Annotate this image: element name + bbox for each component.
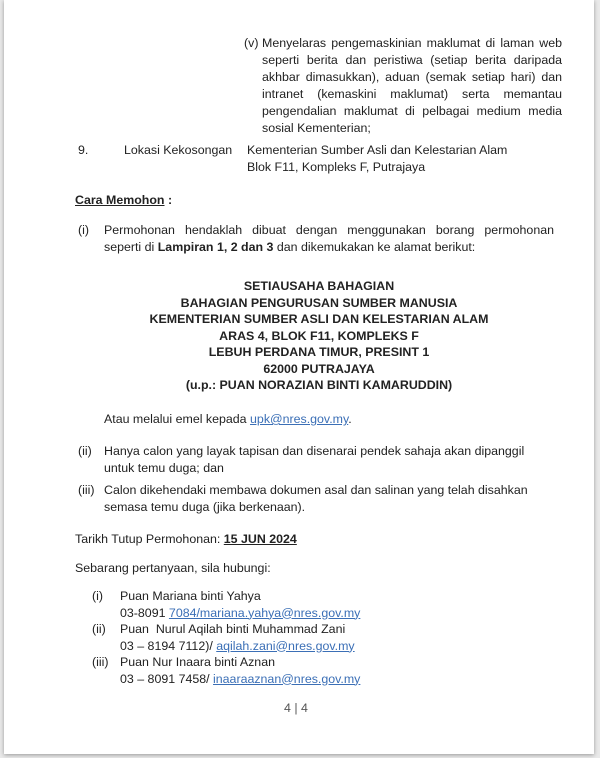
text-line: Hanya calon yang layak tapisan dan disenarai pendek sahaja akan dipanggil [104, 444, 525, 458]
item-ii-marker: (ii) [78, 444, 92, 458]
heading-text: Cara Memohon [75, 193, 165, 207]
address-line: KEMENTERIAN SUMBER ASLI DAN KELESTARIAN ALAM [149, 312, 489, 326]
contact-email-link[interactable]: 7084/mariana.yahya@nres.gov.my [168, 605, 361, 620]
contact-marker: (i) [92, 589, 104, 603]
contact-marker: (iii) [92, 655, 109, 669]
contact-details [120, 671, 360, 688]
text-line: Blok F11, Kompleks F, Putrajaya [247, 160, 426, 174]
document-page [4, 0, 594, 754]
contact-item [92, 654, 360, 687]
text-line: Calon dikehendaki membawa dokumen asal dan salinan yang telah disahkan [104, 483, 528, 497]
text-line: semasa temu duga (jika berkenaan). [104, 500, 306, 514]
location-value [247, 142, 507, 176]
item-ii-text [104, 443, 524, 477]
text-line: Permohonan hendaklah dibuat dengan menggunakan borang permohonan [104, 223, 554, 237]
contact-marker: (ii) [92, 622, 106, 636]
address-line: ARAS 4, BLOK F11, KOMPLEKS F [219, 328, 419, 343]
text-line: seperti berita dan peristiwa (setiap berita daripada [262, 53, 562, 67]
lampiran-ref: Lampiran 1, 2 dan 3 [157, 240, 274, 254]
text-line: pengendalian maklumat di pelbagai medium media [262, 104, 562, 118]
text-line: sosial Kementerian; [262, 121, 371, 135]
contact-item [92, 621, 360, 654]
contact-details [120, 638, 360, 655]
contact-details [120, 605, 360, 622]
closing-label: Tarikh Tutup Permohonan: [75, 532, 224, 546]
contact-email-link[interactable]: inaaraaznan@nres.gov.my [213, 671, 361, 686]
contact-list [92, 588, 360, 687]
email-line [104, 411, 352, 428]
address-line: LEBUH PERDANA TIMUR, PRESINT 1 [208, 345, 430, 359]
address-line: BAHAGIAN PENGURUSAN SUMBER MANUSIA [180, 295, 458, 310]
item-i-text [104, 222, 554, 256]
cara-memohon-heading [75, 192, 172, 209]
contact-phone: 03 – 8194 7112)/ [120, 638, 217, 653]
item-iii-text [104, 482, 528, 516]
item-v-text [262, 35, 562, 137]
contact-intro: Sebarang pertanyaan, sila hubungi: [75, 561, 271, 575]
item-i-marker: (i) [78, 223, 90, 237]
contact-phone: 03-8091 [120, 605, 169, 620]
text: Atau melalui emel kepada [104, 412, 251, 426]
text-line: intranet (kemaskini maklumat) serta memantau [262, 87, 562, 101]
contact-name: Puan Nurul Aqilah binti Muhammad Zani [120, 622, 346, 636]
contact-name: Puan Mariana binti Yahya [120, 589, 261, 603]
text-line: untuk temu duga; dan [104, 461, 224, 475]
text-line: akhbar dimasukkan), aduan (semak setiap hari) dan [262, 70, 562, 84]
section-number: 9. [78, 143, 89, 157]
text-line: Menyelaras pengemaskinian maklumat di laman web [262, 36, 562, 50]
text: . [348, 412, 352, 426]
contact-phone: 03 – 8091 7458/ [120, 671, 214, 686]
heading-colon: : [164, 193, 173, 207]
address-line: 62000 PUTRAJAYA [263, 361, 375, 376]
item-v-marker: (v) [244, 36, 259, 50]
address-line: SETIAUSAHA BAHAGIAN [243, 279, 395, 293]
item-iii-marker: (iii) [78, 483, 95, 497]
address-line: (u.p.: PUAN NORAZIAN BINTI KAMARUDDIN) [185, 378, 453, 392]
page-number: 4 | 4 [284, 701, 308, 715]
closing-date [75, 531, 297, 548]
section-label: Lokasi Kekosongan [124, 143, 233, 157]
text-line: Kementerian Sumber Asli dan Kelestarian Alam [247, 143, 508, 157]
mailing-address [74, 278, 564, 394]
closing-date-value: 15 JUN 2024 [223, 532, 297, 546]
text: seperti di [104, 240, 158, 254]
contact-email-link[interactable]: aqilah.zani@nres.gov.my [216, 638, 355, 653]
text-line [104, 239, 554, 256]
email-link[interactable]: upk@nres.gov.my [250, 412, 349, 426]
contact-item [92, 588, 360, 621]
text: dan dikemukakan ke alamat berikut: [273, 240, 476, 254]
contact-name: Puan Nur Inaara binti Aznan [120, 655, 275, 669]
